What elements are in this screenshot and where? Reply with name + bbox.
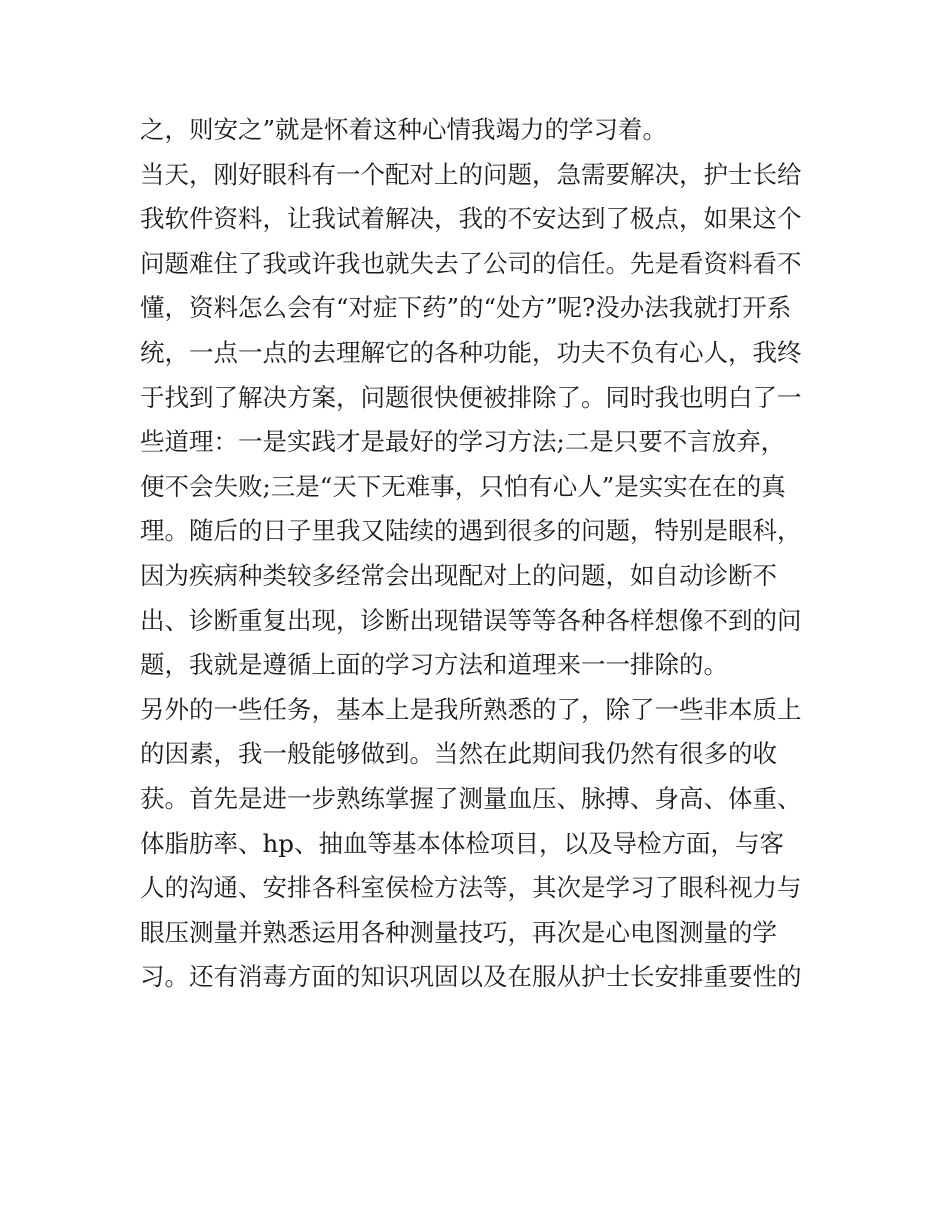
text-line-2: 当天，刚好眼科有一个配对上的问题，急需要解决，护士长给 — [140, 159, 802, 189]
body-text — [140, 108, 820, 1000]
text-line-20: 习。还有消毒方面的知识巩固以及在服从护士长安排重要性的 — [140, 962, 802, 992]
text-line-8: 些道理：一是实践才是最好的学习方法;二是只要不言放弃， — [140, 427, 786, 457]
text-line-1: 之，则安之”就是怀着这种心情我竭力的学习着。 — [140, 115, 668, 144]
text-line-5: 懂，资料怎么会有“对症下药”的“处方”呢?没办法我就打开系 — [140, 293, 792, 323]
text-line-13: 题，我就是遵循上面的学习方法和道理来一一排除的。 — [140, 650, 728, 680]
text-line-14: 另外的一些任务，基本上是我所熟悉的了，除了一些非本质上 — [140, 694, 802, 724]
text-line-11: 因为疾病种类较多经常会出现配对上的问题，如自动诊断不 — [140, 560, 777, 590]
text-line-16: 获。首先是进一步熟练掌握了测量血压、脉搏、身高、体重、 — [140, 783, 802, 813]
text-line-4: 问题难住了我或许我也就失去了公司的信任。先是看资料看不 — [140, 248, 802, 278]
text-line-18: 人的沟通、安排各科室侯检方法等，其次是学习了眼科视力与 — [140, 873, 802, 903]
text-line-6: 统，一点一点的去理解它的各种功能，功夫不负有心人，我终 — [140, 337, 802, 367]
text-line-10: 理。随后的日子里我又陆续的遇到很多的问题，特别是眼科， — [140, 516, 802, 546]
text-line-3: 我软件资料，让我试着解决，我的不安达到了极点，如果这个 — [140, 204, 802, 234]
text-line-9: 便不会失败;三是“天下无难事，只怕有心人”是实实在在的真 — [140, 471, 786, 501]
text-line-15: 的因素，我一般能够做到。当然在此期间我仍然有很多的收 — [140, 739, 777, 769]
text-line-19: 眼压测量并熟悉运用各种测量技巧，再次是心电图测量的学 — [140, 917, 777, 947]
text-line-17: 体脂肪率、hp、抽血等基本体检项目，以及导检方面，与客 — [140, 828, 784, 858]
text-line-7: 于找到了解决方案，问题很快便被排除了。同时我也明白了一 — [140, 382, 802, 412]
text-line-12: 出、诊断重复出现，诊断出现错误等等各种各样想像不到的问 — [140, 605, 802, 635]
